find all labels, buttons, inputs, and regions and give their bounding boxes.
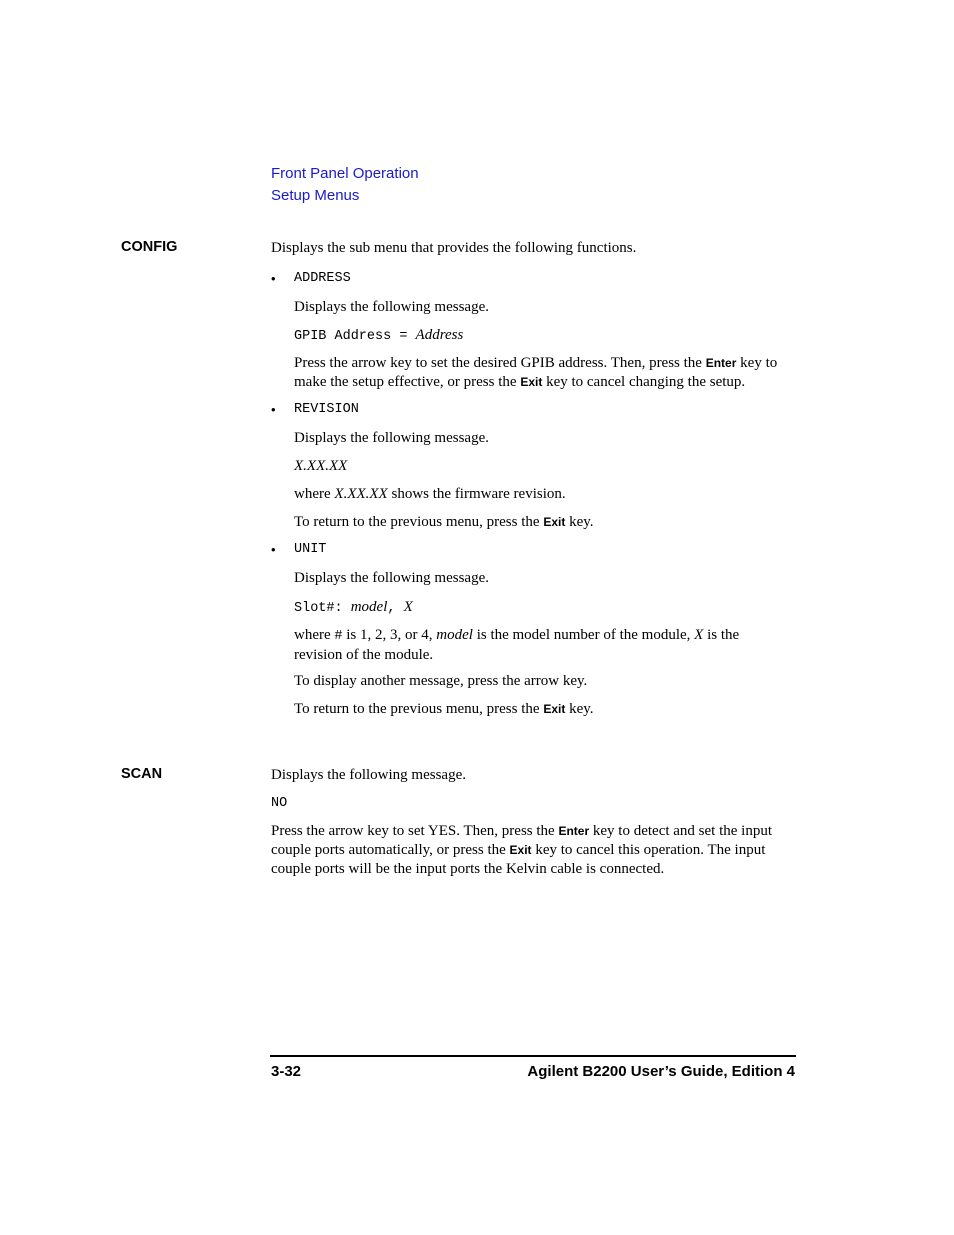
unit-another: To display another message, press the arrow key.	[294, 673, 588, 689]
scan-press-text-1: Press the arrow key to set YES. Then, press the	[271, 823, 559, 839]
scan-instructions	[271, 822, 801, 879]
footer-rule	[270, 1055, 796, 1057]
revision-displays: Displays the following message.	[294, 430, 489, 446]
revision-return	[294, 513, 594, 532]
guide-title: Agilent B2200 User’s Guide, Edition 4	[527, 1063, 795, 1080]
exit-key-label: Exit	[543, 515, 566, 529]
page-number: 3-32	[271, 1063, 302, 1080]
unit-where-x: X	[694, 627, 704, 643]
revision-return-text-2: key.	[565, 514, 594, 530]
scan-press-text-3: key to cancel this operation. The input couple ports will be the input ports the Kelvin cable is connected.	[271, 842, 766, 877]
revision-return-text-1: To return to the previous menu, press the	[294, 514, 544, 530]
unit-where-text-2: is 1, 2, 3, or 4,	[342, 627, 437, 643]
revision-message: X.XX.XX	[294, 458, 348, 474]
bullet-icon: •	[271, 402, 276, 417]
unit-where-model: model	[436, 627, 473, 643]
address-message	[294, 326, 463, 346]
config-heading: CONFIG	[121, 239, 178, 255]
unit-message	[294, 598, 413, 618]
unit-where-text-1: where	[294, 627, 335, 643]
enter-key-label: Enter	[558, 824, 590, 838]
unit-where-text-4: is the revision of the module.	[294, 627, 740, 663]
unit-return-text-2: key.	[565, 701, 594, 717]
scan-press-text-2: key to detect and set the input couple ports automatically, or press the	[271, 823, 773, 858]
scan-heading: SCAN	[121, 766, 163, 782]
exit-key-label: Exit	[520, 375, 543, 389]
unit-label: UNIT	[294, 542, 327, 557]
unit-return-text-1: To return to the previous menu, press the	[294, 701, 544, 717]
revision-where	[294, 485, 566, 504]
scan-message: NO	[271, 796, 288, 811]
bullet-icon: •	[271, 542, 276, 557]
address-press-text-3: key to cancel changing the setup.	[542, 374, 746, 390]
address-press-text-1: Press the arrow key to set the desired GPIB address. Then, press the	[294, 355, 706, 371]
unit-message-italic-2: X	[403, 599, 413, 615]
enter-key-label: Enter	[705, 356, 737, 370]
address-displays: Displays the following message.	[294, 299, 489, 315]
bullet-icon: •	[271, 271, 276, 286]
address-instructions	[294, 354, 799, 392]
config-intro: Displays the sub menu that provides the following functions.	[271, 240, 637, 256]
unit-where	[294, 626, 774, 665]
unit-message-italic-1: model	[350, 599, 388, 615]
address-label: ADDRESS	[294, 271, 351, 286]
revision-label: REVISION	[294, 402, 359, 417]
breadcrumb-chapter[interactable]: Front Panel Operation	[271, 165, 419, 182]
unit-displays: Displays the following message.	[294, 570, 489, 586]
exit-key-label: Exit	[543, 702, 566, 716]
address-message-mono: GPIB Address =	[294, 329, 416, 344]
unit-message-mono-1: Slot#:	[294, 601, 351, 616]
unit-where-hash: #	[334, 629, 343, 644]
revision-where-italic: X.XX.XX	[334, 486, 388, 502]
address-message-italic: Address	[415, 327, 464, 343]
unit-return	[294, 700, 594, 719]
address-press-text-2: key to make the setup effective, or press the	[294, 355, 778, 390]
unit-where-text-3: is the model number of the module,	[472, 627, 695, 643]
revision-where-text-2: shows the firmware revision.	[387, 486, 566, 502]
exit-key-label: Exit	[509, 843, 532, 857]
revision-where-text-1: where	[294, 486, 335, 502]
scan-displays: Displays the following message.	[271, 767, 466, 783]
unit-message-mono-2: ,	[387, 601, 404, 616]
breadcrumb-section[interactable]: Setup Menus	[271, 187, 360, 204]
